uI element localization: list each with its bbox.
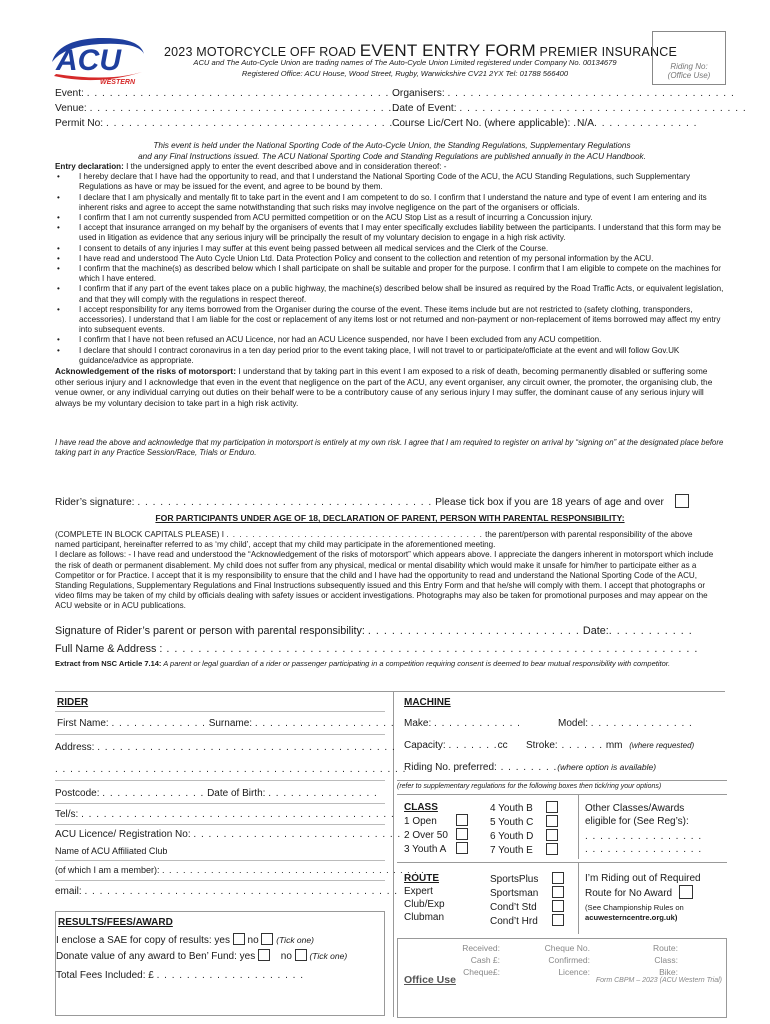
route-option: Sportsman	[490, 886, 564, 900]
full-name-address[interactable]: Full Name & Address : . . . . . . . . . . . . . . . . . . . . . . . . . . . . . . . . . . . . . . . . . . . . . . . . . . . . . . . . . . . . . . . . . . .	[55, 643, 699, 655]
rule	[55, 734, 385, 735]
licence-field[interactable]: ACU Licence/ Registration No: . . . . . . . . . . . . . . . . . . . . . . . . . . . .	[55, 829, 402, 840]
class-checkbox[interactable]	[456, 814, 468, 826]
route-right	[490, 872, 564, 928]
rule	[397, 794, 727, 795]
route-option: SportsPlus	[490, 872, 564, 886]
class-checkbox[interactable]	[546, 829, 558, 841]
section-rule	[55, 691, 725, 692]
course-lic-field[interactable]: Course Lic/Cert No. (where applicable): .N/A. . . . . . . . . . . . . .	[392, 118, 698, 129]
results-box	[55, 911, 385, 1016]
parent-signature[interactable]: Signature of Rider’s parent or person with parental responsibility: . . . . . . . . . . . . . . . . . . . . . . . . . . . Date:. . . . . . . . . . .	[55, 625, 693, 637]
class-option: 1 Open	[404, 814, 468, 828]
decl-item: • I accept that insurance arranged on my behalf by the organisers of events that I may enter specifically excludes liability between the participants. I understand that this form may be used in litigation as evidence that any serious injury will be principally the result of my voluntary decision to engage in a high risk activity.	[55, 223, 725, 243]
rule	[55, 803, 385, 804]
venue-field[interactable]: Venue: . . . . . . . . . . . . . . . . . . . . . . . . . . . . . . . . . . . . . . . . .	[55, 103, 400, 114]
decl-item: • I have read and understood The Auto Cycle Union Ltd. Data Protection Policy and consent to the collection and retention of my personal information by the ACU.	[55, 254, 725, 264]
required-route: I’m Riding out of Required Route for No Award (See Championship Rules on acuwesterncentre.org.uk)	[585, 873, 701, 922]
address-field[interactable]: Address: . . . . . . . . . . . . . . . . . . . . . . . . . . . . . . . . . . . . . . . .	[55, 742, 396, 753]
club-label: Name of ACU Affiliated Club	[55, 846, 168, 856]
permit-field[interactable]: Permit No: . . . . . . . . . . . . . . . . . . . . . . . . . . . . . . . . . . . . . . . .	[55, 118, 409, 129]
rule	[55, 860, 385, 861]
rule	[578, 794, 579, 859]
email-field[interactable]: email: . . . . . . . . . . . . . . . . . . . . . . . . . . . . . . . . . . . . . . . . . .	[55, 886, 399, 897]
class-option: 3 Youth A	[404, 842, 468, 856]
form-title: 2023 MOTORCYCLE OFF ROAD EVENT ENTRY FORM PREMIER INSURANCE	[164, 41, 677, 60]
other-classes[interactable]: Other Classes/Awards eligible for (See Reg’s): . . . . . . . . . . . . . . . . . . . . . . . . . . . . . . . .	[585, 803, 703, 855]
results-heading: RESULTS/FEES/AWARD	[58, 917, 173, 928]
no-award-checkbox[interactable]	[679, 885, 693, 899]
decl-item: • I confirm that the machine(s) as described below which I shall participate on shall be suitable and proper for the purpose. I confirm that I am eligible to compete on the machines for which I have entered.	[55, 264, 725, 284]
class-checkbox[interactable]	[456, 842, 468, 854]
rule	[397, 862, 727, 863]
decl-item: • I confirm that I am not currently suspended from ACU permitted competition or on the ACU Stop List as a result of incurring a Concussion injury.	[55, 213, 725, 223]
route-left: ROUTE Expert Club/Exp Clubman	[404, 873, 445, 923]
machine-heading: MACHINE	[404, 697, 451, 708]
column-rule	[393, 692, 394, 1017]
rule	[397, 780, 727, 781]
decl-item: • I confirm that I have not been refused an ACU Licence, nor had an ACU Licence suspended, nor have I been excluded from any ACU competition.	[55, 335, 725, 345]
rider-heading: RIDER	[57, 697, 89, 708]
rule	[578, 862, 579, 934]
organisers-field[interactable]: Organisers: . . . . . . . . . . . . . . . . . . . . . . . . . . . . . . . . . . . . . .	[392, 88, 735, 99]
make-field[interactable]: Make: . . . . . . . . . . . .	[404, 718, 521, 729]
logo-sub: WESTERN	[100, 79, 135, 86]
decl-item: • I confirm that if any part of the event takes place on a public highway, the machine(s) described below shall be insured as required by the Road Traffic Acts, or equivalent legislation, and that they will comply with the regulations in respect thereof.	[55, 284, 725, 304]
acknowledge-text: I have read the above and acknowledge that my participation in motorsport is entirely at my own risk. I agree that I am required to register on arrival by “signing on” at the designated place before taking part in any Practice Session/Race, Trials or Enduro.	[55, 438, 724, 457]
class-option: 2 Over 50	[404, 828, 468, 842]
logo-text: ACU	[56, 44, 121, 77]
stroke-field[interactable]: Stroke: . . . . . . mm (where requested)	[526, 740, 695, 751]
event-field[interactable]: Event: . . . . . . . . . . . . . . . . . . . . . . . . . . . . . . . . . . . . . . . . .	[55, 88, 397, 99]
parent-heading: FOR PARTICIPANTS UNDER AGE OF 18, DECLARATION OF PARENT, PERSON WITH PARENTAL RESPONSIBILITY:	[155, 513, 625, 523]
rule	[55, 780, 385, 781]
class-checkbox[interactable]	[546, 815, 558, 827]
route-checkbox[interactable]	[552, 872, 564, 884]
first-name-field[interactable]: First Name: . . . . . . . . . . . . . Surname: . . . . . . . . . . . . . . . . . . .	[57, 718, 395, 729]
sae-yes-checkbox[interactable]	[233, 933, 245, 945]
donate-row: Donate value of any award to Ben’ Fund: yes no (Tick one)	[56, 951, 348, 962]
rule	[55, 824, 385, 825]
decl-item: • I declare that I am physically and mentally fit to take part in the event and I am competent to do so. I confirm that I understand the nature and type of event I am entering and its inherent risks and agree to accept the same notwithstanding that such risks may involve negligence on the part of the organisers or officials.	[55, 193, 725, 213]
decl-item: • I accept responsibility for any items borrowed from the Organiser during the course of the event. These items include but are not restricted to (safety clothing, transponders, accessories). I understand that I am liable for the cost or replacement of any items lost or not returned and non-payment or non-replacement of items borrowed may affect my entry into subsequent events.	[55, 305, 725, 336]
decl-item: • I declare that should I contract coronavirus in a ten day period prior to the event taking place, I will not travel to or participate/officiate at the event and will follow Gov.UK guidance/advice as appropriate.	[55, 346, 725, 366]
route-option: Cond’t Hrd	[490, 914, 564, 928]
route-option: Cond’t Std	[490, 900, 564, 914]
tel-field[interactable]: Tel/s: . . . . . . . . . . . . . . . . . . . . . . . . . . . . . . . . . . . . . . . . . .	[55, 809, 395, 820]
decl-item: • I consent to details of any injuries I may suffer at this event being passed between all medical services and the Clerk of the Course.	[55, 244, 725, 254]
club-member-field[interactable]: (of which I am a member): . . . . . . . . . . . . . . . . . . . . . . . . . . . . . . . . . . . . . .	[55, 865, 425, 875]
entry-declaration: Entry declaration: I the undersigned apply to enter the event described above and in consideration thereof: - • I hereby declare that I have had the opportunity to read, and that I understand the National Sporting Code of the ACU, the ACU Standing Regulations, such Supplementary Regulations as have or may be issued for the event, and agree to be bound by them. • I declare that I am physically and mentally fit to take part in the event and I am competent to do so. I confirm that I understand the nature and type of event I am entering and its inherent risks and agree to accept the same notwithstanding that such risks may involve negligence on the part of the organisers or officials. • I confirm that I am not currently suspended from ACU permitted competition or on the ACU Stop List as a result of incurring a Concussion injury. • I accept that insurance arranged on my behalf by the organisers of events that I may enter specifically excludes liability between the participants. I understand that this form may be used in litigation as evidence that any serious injury will be principally the result of my voluntary decision to engage in a high risk activity. • I consent to details of any injuries I may suffer at this event being passed between all medical services and the Clerk of the Course. • I have read and understood The Auto Cycle Union Ltd. Data Protection Policy and consent to the collection and retention of my personal information by the ACU. • I confirm that the machine(s) as described below which I shall participate on shall be suitable and proper for the purpose. I confirm that I am eligible to compete on the machines for which I have entered. • I confirm that if any part of the event takes place on a public highway, the machine(s) described below shall be insured as required by the Road Traffic Acts, or equivalent legislation, and that they will comply with the regulations in respect thereof. • I accept responsibility for any items borrowed from the Organiser during the course of the event. These items include but are not restricted to (safety clothing, transponders, accessories). I understand that I am liable for the cost or replacement of any items lost or not returned and non-payment or non-replacement of items borrowed may affect my entry into subsequent events. • I confirm that I have not been refused an ACU Licence, nor had an ACU Licence suspended, nor have I been excluded from any ACU competition. • I declare that should I contract coronavirus in a ten day period prior to the event taking place, I will not travel to or participate/officiate at the event and will follow Gov.UK guidance/advice as appropriate. Acknowledgement of the risks of motorsport: I understand that by taking part in this event I am exposed to a risk of death, becoming permanently disabled or suffering some other serious injury and I acknowledge that even in the event that negligence on the part of the ACU, any event organiser, any circuit owner, the promoter, the organising club, the venue owner, or any individual carrying out duties on their behalf were to be a contributory cause of any serious injury I may suffer, the dominant cause of any serious injury will always be my voluntary decision to take part in a high risk activity.	[55, 162, 725, 408]
route-checkbox[interactable]	[552, 900, 564, 912]
over18-checkbox[interactable]	[675, 494, 689, 508]
class-option: 7 Youth E	[490, 843, 558, 857]
class-checkbox[interactable]	[546, 843, 558, 855]
class-option: 6 Youth D	[490, 829, 558, 843]
acu-logo	[48, 32, 148, 88]
donate-yes-checkbox[interactable]	[258, 949, 270, 961]
sae-no-checkbox[interactable]	[261, 933, 273, 945]
riding-no-box[interactable]: Riding No: (Office Use)	[652, 31, 726, 85]
riding-pref-field[interactable]: Riding No. preferred: . . . . . . . .(where option is available)	[404, 762, 657, 773]
rider-signature[interactable]: Rider’s signature: . . . . . . . . . . . . . . . . . . . . . . . . . . . . . . . . . . . . . . . Please tick box if you are 18 years of age and over	[55, 494, 689, 508]
class-option: 5 Youth C	[490, 815, 558, 829]
form-code: Form CBPM – 2023 (ACU Western Trial)	[595, 977, 722, 984]
rule	[55, 711, 385, 712]
address-line-2[interactable]: . . . . . . . . . . . . . . . . . . . . . . . . . . . . . . . . . . . . . . . . . . . . . . .	[55, 764, 407, 775]
class-option: 4 Youth B	[490, 801, 558, 815]
refer-note: (refer to supplementary regulations for the following boxes then tick/ring your options)	[397, 783, 662, 790]
class-left: CLASS 1 Open 2 Over 50 3 Youth A	[404, 801, 468, 856]
intro-text: This event is held under the National Sporting Code of the Auto-Cycle Union, the Standing Regulations, Supplementary Regulations and any Final Instructions issued. The ACU National Sporting Code and Standing Regulations are published annually in the ACU Handbook.	[138, 141, 646, 161]
donate-no-checkbox[interactable]	[295, 949, 307, 961]
nsc-extract: Extract from NSC Article 7.14: A parent or legal guardian of a rider or passenger participating in a competition requiring consent is deemed to bear mutual responsibility with competitor.	[55, 659, 671, 668]
class-checkbox[interactable]	[456, 828, 468, 840]
rule	[55, 880, 385, 881]
postcode-field[interactable]: Postcode: . . . . . . . . . . . . . . Date of Birth: . . . . . . . . . . . . . . .	[55, 788, 378, 799]
parent-declaration: (COMPLETE IN BLOCK CAPITALS PLEASE) I . . . . . . . . . . . . . . . . . . . . . . . . . . . . . . . . . . . . . . . . the parent/person with parental responsibility of the above named participant, hereinafter referred to as ‘my child’, accept that my child may participate in the aforementioned meeting. I declare as follows: - I have read and understood the “Acknowledgement of the risks of motorsport” which appears above. I appreciate the dangers inherent in motorsport which include the risk of death or permanent disablement. My child does not suffer from any physical, medical or mental disability which would make it unsafe for him/her to participate either as a Competitor or for Practice. I accept that it is my responsibility to ensure that the child and I have had the opportunity to read and understand the National Sporting Code of the ACU, Standing Regulations, Supplementary Regulations and Final Instructions subsequently issued and this Entry Form and that he/she will comply with them. I accept that photographs or video films may be taken of my child by officials dealing with safety issues or accident investigations. Photographs may also be taken for promotional purposes and may appear on the ACU website or in ACU publications.	[55, 530, 714, 611]
office-use-label: Office Use	[404, 974, 456, 986]
office-use-box: Received: Cash £: Cheque£: Cheque No. Confirmed: Licence: Route: Class: Bike: Office Use Form CBPM – 2023 (ACU Western Trial)	[397, 938, 727, 1018]
header-subtitle: ACU and The Auto-Cycle Union are trading names of The Auto-Cycle Union Limited registered under Company No. 00134679 Registered Office: ACU House, Wood Street, Rugby, Warwickshire CV21 2YX Tel: 01788 566400	[193, 58, 617, 78]
route-checkbox[interactable]	[552, 886, 564, 898]
class-checkbox[interactable]	[546, 801, 558, 813]
model-field[interactable]: Model: . . . . . . . . . . . . . .	[558, 718, 693, 729]
decl-item: • I hereby declare that I have had the opportunity to read, and that I understand the National Sporting Code of the ACU, the ACU Standing Regulations, such Supplementary Regulations as have or may be issued for the event, and agree to be bound by them.	[55, 172, 725, 192]
fees-field[interactable]: Total Fees Included: £ . . . . . . . . . . . . . . . . . . . .	[56, 970, 304, 981]
capacity-field[interactable]: Capacity: . . . . . . .cc	[404, 740, 508, 751]
class-right	[490, 801, 558, 857]
date-field[interactable]: Date of Event: . . . . . . . . . . . . . . . . . . . . . . . . . . . . . . . . . . . . . .	[392, 103, 747, 114]
route-checkbox[interactable]	[552, 914, 564, 926]
sae-row: I enclose a SAE for copy of results: yes no (Tick one)	[56, 935, 314, 946]
